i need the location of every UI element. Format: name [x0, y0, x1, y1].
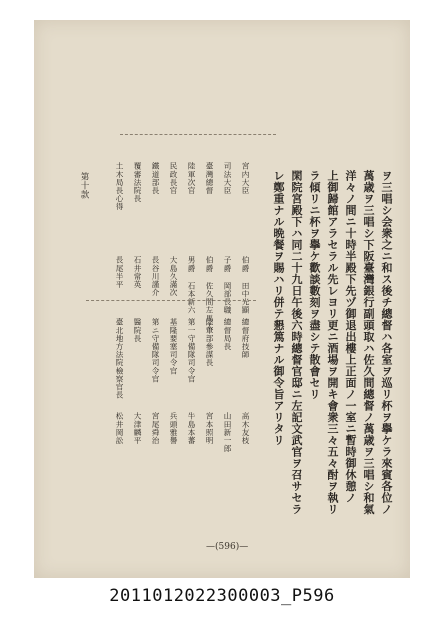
- roster-role-6: 第ニ守備隊司令官: [151, 318, 160, 383]
- paragraph-col-1: ヲ三唱シ会衆之ニ和ス後チ總督ハ各室ヲ巡リ杯ヲ擧ケラ來賓各位ノ: [380, 170, 393, 515]
- roster-name-6: 宮尾舜治: [151, 412, 160, 445]
- paragraph-col-3: 洋々ノ間ニ十時半殿下先ヅ御退出樓上正面ノ一室ニ暫時御休憩ノ: [344, 170, 357, 504]
- attendee-name-9: 長尾半平: [115, 256, 124, 289]
- lower-role-2: 臺北地方法院檢察官長: [115, 318, 124, 399]
- attendee-name-4: 男爵 石本新六: [187, 256, 196, 315]
- paragraph-col-5: ラ傾リニ杯ヲ擧ケ歡談數刻ヲ盡シテ散會セリ: [308, 170, 321, 400]
- roster-role-3: 陸軍部參謀長: [205, 318, 214, 367]
- attendee-name-8: 石井常英: [133, 256, 142, 289]
- dashed-rule-top: [120, 134, 276, 135]
- image-caption: 2011012022300003_P596: [109, 586, 335, 606]
- attendee-name-2: 子爵 岡部長職: [223, 256, 232, 315]
- roster-name-5: 兵頭雅譽: [169, 412, 178, 445]
- paragraph-col-4: 上御歸館アラセラル先レヨリ更ニ酒場ヲ開キ會衆三々五々酎ヲ執リ: [326, 170, 339, 515]
- paragraph-col-2: 萬歳ヲ三唱シ下阪臺灣銀行副頭取ハ佐久間總督ノ萬歳ヲ三唱シ和氣: [362, 170, 375, 515]
- attendee-title-2: 司法大臣: [223, 162, 232, 195]
- attendee-name-3: 伯爵 佐久間左馬太: [205, 256, 214, 331]
- attendee-title-3: 臺灣總督: [205, 162, 214, 195]
- chapter-label: 第十款: [79, 172, 89, 199]
- dashed-rule-middle: [86, 300, 256, 301]
- attendee-title-4: 陸軍次官: [187, 162, 196, 195]
- attendee-title-7: 鐵道部長: [151, 162, 160, 195]
- attendee-title-5: 民政長官: [169, 162, 178, 195]
- roster-name-7: 大津麟平: [133, 412, 142, 445]
- roster-role-2: 總督局長: [223, 318, 232, 351]
- attendee-title-9: 土木局長心得: [115, 162, 124, 211]
- attendee-name-1: 伯爵 田中光顯: [241, 256, 250, 315]
- page-folio: —(596)—: [206, 542, 249, 552]
- roster-name-1: 高木友枝: [241, 412, 250, 445]
- attendee-title-1: 宮内大臣: [241, 162, 250, 195]
- roster-name-4: 牛島本蕃: [187, 412, 196, 445]
- paragraph-col-6: 閑院宮殿下ハ同二十九日午後六時總督官邸ニ左記文武官ヲ召サセラ: [290, 170, 303, 515]
- attendee-title-6: 長谷川謹介: [151, 256, 160, 297]
- roster-role-1: 總督府技師: [241, 318, 250, 359]
- document-page: [34, 20, 410, 578]
- roster-role-4: 第一守備隊司令官: [187, 318, 196, 383]
- roster-role-5: 基隆要塞司令官: [169, 318, 178, 375]
- roster-name-3: 宮本照明: [205, 412, 214, 445]
- lower-role-1: 醫院長: [133, 318, 142, 343]
- roster-name-2: 山田新一郎: [223, 412, 232, 453]
- attendee-title-8: 覆審法院長: [133, 162, 142, 203]
- attendee-name-5: 大島久滿次: [169, 256, 178, 297]
- roster-name-8: 松井岡訟: [115, 412, 124, 445]
- paragraph-col-7: レ鄭重ナル晩餐ヲ賜ハリ併テ懇篤ナル御令旨アリタリ: [272, 170, 285, 446]
